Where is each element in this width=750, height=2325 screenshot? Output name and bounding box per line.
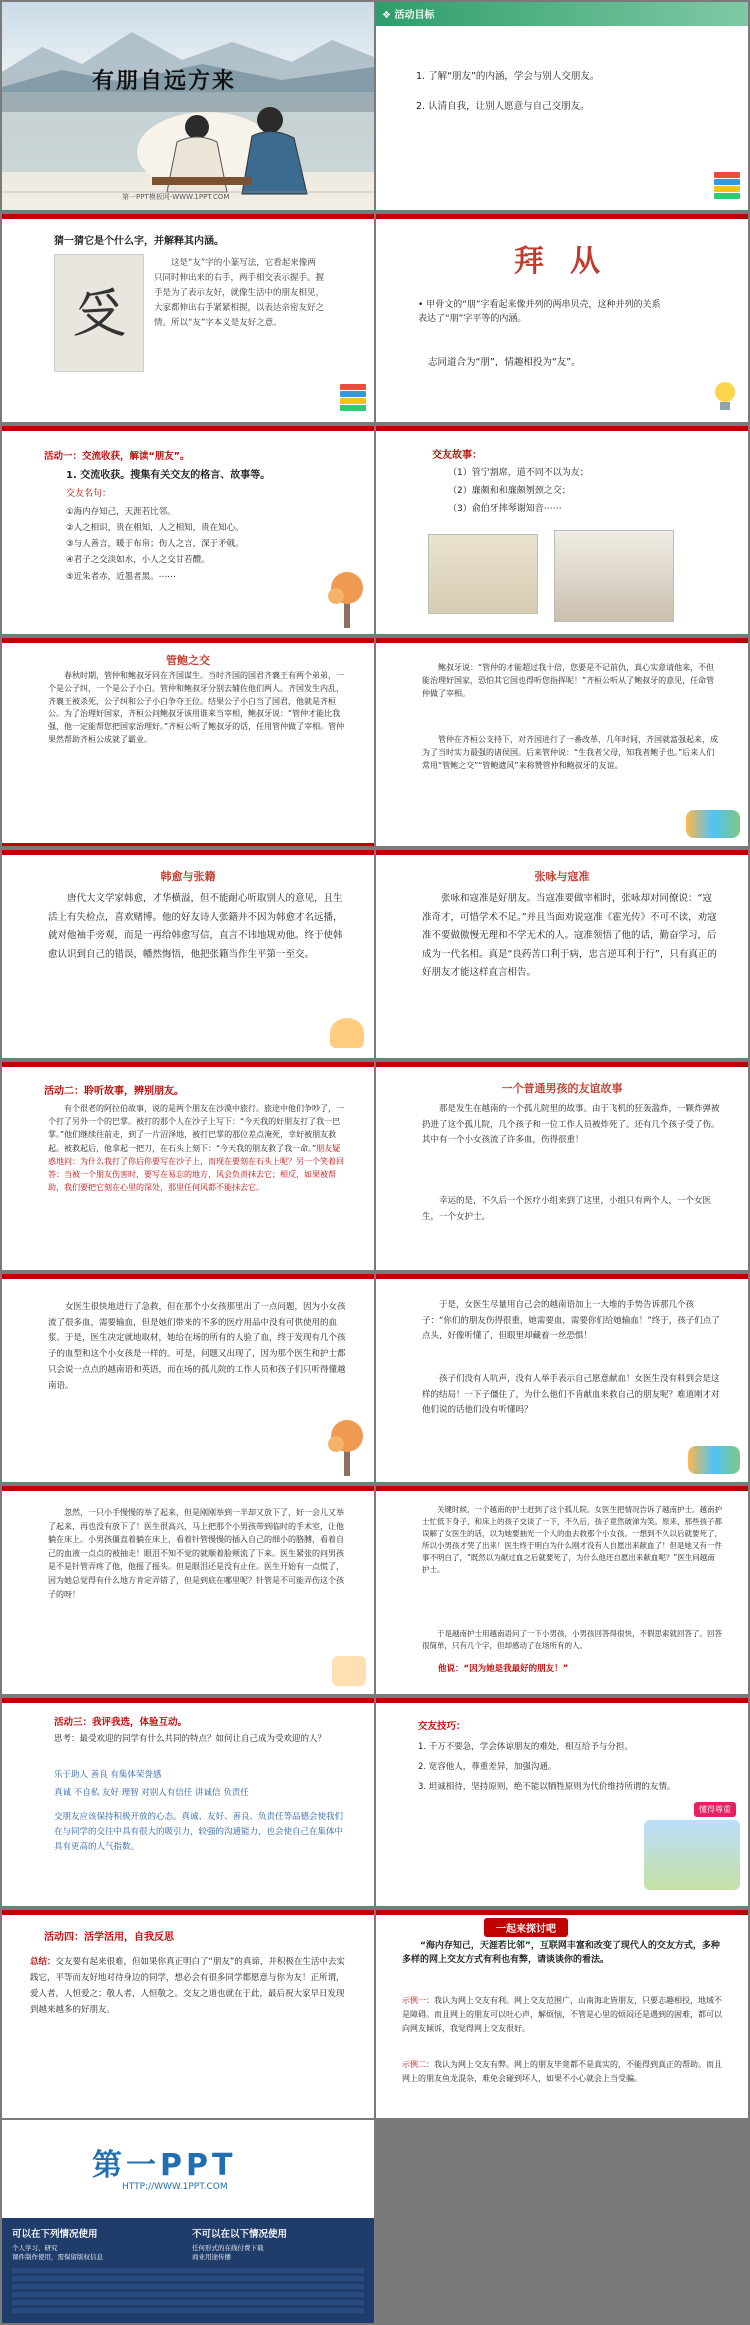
story-painting-2 xyxy=(554,530,674,622)
slide-activity-4 xyxy=(2,1910,374,2118)
slide-goals xyxy=(376,2,748,210)
slide-license xyxy=(2,2120,374,2323)
guan-bao-body: 春秋时期，管仲和鲍叔牙同在齐国谋生。当时齐国的国君齐襄王有两个弟弟，一个是公子纠，一个是公子小白。管仲和鲍叔牙分别去辅佐他们两人。齐国发生内乱，齐襄王被杀死，公子纠和公子小白争夺王位。结果公子小白当了国君，他就是齐桓公。为了治理好国家，齐桓公问鲍叔牙该用谁来当宰相，鲍叔牙说：“管仲才能比我强，他一定能帮您把国家治理好。”齐桓公听了鲍叔牙的话，任用管仲做了宰相。管仲果然帮助齐桓公成就了霸业。 xyxy=(48,671,345,744)
guess-body: 这是“友”字的小篆写法，它看起来像两只同时伸出来的右手，两手相交表示握手。握手是为了表示友好，就像生活中的朋友相见，大家都伸出右手紧紧相握，以表达亲密友好之情。所以“友”字本义是友好之意。 xyxy=(154,258,325,328)
top-accent-bar xyxy=(376,426,748,431)
slide-vietnam-2 xyxy=(2,1274,374,1482)
vietnam-body-4a: 于是，女医生尽量用自己会的越南语加上一大堆的手势告诉那几个孩子：“你们的朋友伤得很重，她需要血，需要你们给她输血！”终于，孩子们点了点头，好像听懂了，但眼里却藏着一丝恐惧！ xyxy=(422,1300,720,1342)
slide-activity-1 xyxy=(2,426,374,634)
stories-heading: 交友故事： xyxy=(432,450,482,461)
license-col-2-title: 不可以在以下情况使用 xyxy=(192,2229,288,2240)
books-icon xyxy=(340,384,366,414)
quotes-heading: 交友名句： xyxy=(66,489,112,499)
top-accent-bar xyxy=(376,1062,748,1067)
quote-line: ①海内存知己，天涯若比邻。 xyxy=(66,507,176,517)
kids-field-image xyxy=(644,1820,740,1890)
example-1 xyxy=(402,1994,722,2036)
desert-story-moral: 朋友疑惑地问：为什么我打了你后你要写在沙子上，而现在要刻在石头上呢？另一个笑着回答：当被一个朋友伤害时，要写在易忘的地方，风会负责抹去它；相反，如果被帮助，我们要把它刻在心里的深处，那里任何风都不能抹去它。 xyxy=(48,1143,344,1193)
slide-activity-3 xyxy=(2,1698,374,1906)
top-accent-bar xyxy=(376,214,748,219)
top-accent-bar xyxy=(2,1486,374,1491)
slide-guess-char xyxy=(2,214,374,422)
slide-title-footer: 第一PPT模板网-WWW.1PPT.COM xyxy=(122,193,230,201)
tree-icon xyxy=(324,1416,370,1476)
goal-item: 1. 了解“朋友”的内涵，学会与别人交朋友。 xyxy=(416,71,600,82)
books-icon xyxy=(714,172,740,202)
activity-2-body xyxy=(48,1102,348,1194)
activity-3-question: 思考：最受欢迎的同学有什么共同的特点？如何让自己成为受欢迎的人？ xyxy=(54,1734,327,1744)
top-accent-bar xyxy=(2,1698,374,1703)
activity-3-note: 交朋友应该保持积极开放的心态。真诚、友好、善良、负责任等品德会使我们在与同学的交往中具有很大的吸引力，较强的沟通能力，也会使自己在集体中具有更高的人气指数。 xyxy=(54,1812,344,1852)
slide-activity-2 xyxy=(2,1062,374,1270)
vietnam-body-6b: 于是越南护士用越南语问了一下小男孩，小男孩回答得很快，不假思索就回答了。回答很简单，只有几个字，但却感动了在场所有的人。 xyxy=(422,1629,722,1650)
discuss-quote: “海内存知己，天涯若比邻”，互联网丰富和改变了现代人的交友方式，多种多样的网上交友方式有利也有弊，请谈谈你的看法。 xyxy=(402,1941,720,1965)
slide-stories xyxy=(376,426,748,634)
example-2 xyxy=(402,2058,722,2086)
top-accent-bar xyxy=(376,1486,748,1491)
top-accent-bar xyxy=(2,850,374,855)
logo-url: HTTP://WWW.1PPT.COM xyxy=(122,2182,228,2192)
tip-item: 1. 千万不要急，学会体谅朋友的难处，相互给予与分担。 xyxy=(418,1742,633,1752)
guan-bao-body-2a: 鲍叔牙说：“管仲的才能超过我十倍，您要是不记前仇，真心实意请他来，不但能治理好国家，恐怕其它国也得听您指挥呢！”齐桓公听从了鲍叔牙的意见，任命管仲做了宰相。 xyxy=(422,663,715,698)
vietnam-body-4b: 孩子们没有人吭声，没有人举手表示自己愿意献血！女医生没有料到会是这样的结局！一下子僵住了，为什么他们不肯献血来救自己的朋友呢？难道刚才对他们说的话他们没有听懂吗？ xyxy=(422,1374,720,1416)
story-item: （1）管宁割席，道不同不以为友； xyxy=(448,468,589,478)
peng-conclusion: 志同道合为“朋”，情趣相投为“友”。 xyxy=(428,357,581,368)
top-accent-bar xyxy=(2,1062,374,1067)
license-line: 任何形式的在线付费下载 xyxy=(192,2244,264,2252)
desert-story: 有个很老的阿拉伯故事，说的是两个朋友在沙漠中旅行。旅途中他们争吵了，一个打了另外一个的巴掌。被打的那个人在沙子上写下：“今天我的好朋友打了我一巴掌。”他们继续往前走，到了一片沼泽地，被打巴掌的那位差点淹死，幸好被朋友救起。被救起后，他拿起一把刀，在石头上刻下：“今天我的朋友救了我一命。” xyxy=(48,1104,344,1153)
lightbulb-icon xyxy=(712,380,738,414)
logo-text: 第一PPT xyxy=(92,2148,237,2183)
slide-vietnam-4 xyxy=(2,1486,374,1694)
story-item: （2）廉颇和和廉颇刎颈之交； xyxy=(448,486,571,496)
example-1-label: 示例一： xyxy=(402,1996,434,2005)
vietnam-body-1: 那是发生在越南的一个孤儿院里的故事。由于飞机的狂轰滥炸，一颗炸弹被扔进了这个孤儿院，几个孩子和一位工作人员被炸死了。还有几个孩子受了伤。其中有一个小女孩流了许多血，伤得很重！ xyxy=(422,1104,720,1146)
activity-3-title: 活动三：我评我选，体验互动。 xyxy=(54,1717,188,1728)
quote-line: ⑤近朱者赤，近墨者黑。⋯⋯ xyxy=(66,571,176,582)
vietnam-body-6: 关键时候，一个越南的护士赶到了这个孤儿院。女医生把情况告诉了越南护士。越南护士忙低下身子，和床上的孩子交谈了一下，不久后，孩子竟然破涕为笑。原来，那些孩子都误解了女医生的话，以为她要抽光一个人的血去救那个小女孩。一想到不久以后就要死了，所以小男孩才哭了出来！医生终于明白为什么刚才没有人自愿出来献血了！但是她又有一件事不明白了，“既然以为献过血之后就要死了，为什么他还自愿出来献血呢？”医生问越南护士。 xyxy=(422,1505,722,1574)
landscape-illustration xyxy=(2,2,374,210)
tree-icon xyxy=(324,568,370,628)
slide-vietnam-5 xyxy=(376,1486,748,1694)
guan-bao-body-2b: 管仲在齐桓公支持下，对齐国进行了一番改革，几年时间，齐国就富强起来，成为了当时实力最强的诸侯国。后来管仲说：“生我者父母，知我者鲍子也。”后来人们常用“管鲍之交”“管鲍遗风”来称赞管仲和鲍叔牙的友谊。 xyxy=(422,735,718,770)
activity-2-title: 活动二：聆听故事，辨别朋友。 xyxy=(44,1086,184,1097)
summary-block xyxy=(30,1954,350,2019)
traits-line-2: 真诚 不自私 友好 理智 对别人有信任 讲诚信 负责任 xyxy=(54,1788,249,1798)
quote-line: ②人之相识，贵在相知，人之相知，贵在知心。 xyxy=(66,523,244,534)
slide-zhang-yong xyxy=(376,850,748,1058)
top-accent-bar xyxy=(2,1910,374,1915)
traits-line-1: 乐于助人 善良 有集体荣誉感 xyxy=(54,1770,162,1780)
goals-tag xyxy=(382,6,434,21)
slide-vietnam-story xyxy=(376,1062,748,1270)
quotes-list xyxy=(66,504,244,585)
zhang-yong-body: 张咏和寇准是好朋友。当寇准要做宰相时，张咏却对同僚说：“寇准奇才，可惜学术不足。”并且当面劝说寇准《霍光传》不可不读，劝寇准不要做傲慢无理和不学无术的人。寇准领悟了他的话，勤奋学习，后成为一代名相。真是“良药苦口利于病，忠言逆耳利于行”，只有真正的好朋友才能这样直言相告。 xyxy=(422,893,717,979)
activity-1-task: 1. 交流收获。搜集有关交友的格言、故事等。 xyxy=(66,470,271,481)
slide-tips xyxy=(376,1698,748,1906)
goals-tag-label: 活动目标 xyxy=(394,10,435,21)
story-painting-1 xyxy=(428,534,538,614)
peng-bullet-text: 甲骨文的“朋”字看起来像并列的两串贝壳，这种并列的关系表达了“朋”字平等的内涵。 xyxy=(418,300,661,325)
peng-bullet xyxy=(418,298,668,327)
slide-peng xyxy=(376,214,748,422)
vietnam-title: 一个普通男孩的友谊故事 xyxy=(501,1082,623,1095)
top-accent-bar xyxy=(376,1274,748,1279)
han-yu-body: 唐代大文学家韩愈，才华横溢，但不能耐心听取别人的意见，且生活上有失检点，喜欢赌博。他的好友诗人张籍并不因为韩愈才名远播，就对他袖手旁观，而是一再给韩愈写信，直言不讳地规劝他。终于使韩愈认识到自己的错误，幡然悔悟，他把张籍当作生平第一至交。 xyxy=(48,893,343,960)
tips-heading: 交友技巧： xyxy=(418,1721,466,1732)
vietnam-punchline: 他说：“因为她是我最好的朋友！” xyxy=(438,1664,569,1674)
slide-title xyxy=(2,2,374,210)
zhang-yong-title: 张咏与寇准 xyxy=(534,870,590,883)
slide-title-text: 有朋自远方来 xyxy=(92,69,237,94)
children-icon xyxy=(686,810,740,838)
tip-item: 3. 坦诚相待，坚持原则，绝不能以牺牲原则为代价维持所谓的友情。 xyxy=(418,1782,676,1792)
top-accent-bar xyxy=(2,426,374,431)
example-1-text: 我认为网上交友有利。网上交友范围广，山南海北皆朋友，只要志趣相投，地域不是障碍。而且网上的朋友可以吐心声，解烦恼，不管是心里的烦闷还是遇到的困难，都可以向网友倾诉，我觉得网上交友很好。 xyxy=(402,1996,722,2033)
vietnam-body-5: 忽然，一只小手慢慢的举了起来，但是刚刚举到一半却又放下了，好一会儿又举了起来，再也没有放下了！医生很高兴，马上把那个小男孩带到临时的手术室，让他躺在床上。小男孩僵直着躺在床上，看着针管慢慢的插入自己的细小的胳膊，看着自己的血液一点点的被抽走！眼泪不知不觉的就顺着脸颊流了下来。医生紧张的问男孩是不是针管弄疼了他，他摇了摇头。但是眼泪还是没有止住。医生开始有一点慌了，因为她总觉得有什么地方肯定弄错了，但是到底在哪里呢？针管是不可能弄伤这个孩子的呀！ xyxy=(48,1508,344,1599)
vietnam-body-2: 幸运的是，不久后一个医疗小组来到了这里，小组只有两个人，一个女医生，一个女护士。 xyxy=(422,1196,712,1222)
leaf-icon: ❖ xyxy=(382,10,391,21)
license-line: 商业用途传播 xyxy=(192,2253,231,2261)
license-col-1 xyxy=(12,2226,182,2261)
empty-cell xyxy=(376,2120,748,2323)
slide-guan-bao-2 xyxy=(376,638,748,846)
quote-line: ④君子之交淡如水，小人之交甘若醴。 xyxy=(66,555,210,566)
logo-band xyxy=(2,2120,374,2218)
top-accent-bar xyxy=(376,1910,748,1915)
slide-vietnam-3 xyxy=(376,1274,748,1482)
han-yu-title: 韩愈与张籍 xyxy=(160,870,216,883)
top-accent-bar xyxy=(376,1698,748,1703)
seal-glyph: 𠬪 xyxy=(72,281,126,344)
slide-han-yu xyxy=(2,850,374,1058)
writing-kid-icon xyxy=(332,1656,366,1686)
children-icon xyxy=(688,1446,740,1474)
top-accent-bar xyxy=(376,850,748,855)
story-item: （3）俞伯牙摔琴谢知音⋯⋯ xyxy=(448,504,562,514)
bottom-rule xyxy=(2,843,374,846)
discuss-tag: 一起来探讨吧 xyxy=(484,1918,568,1937)
slide-guan-bao xyxy=(2,638,374,846)
stories-list xyxy=(448,464,589,518)
guess-heading: 猜一猜它是个什么字，并解释其内涵。 xyxy=(54,236,224,247)
vietnam-body-3: 女医生很快地进行了急救，但在那个小女孩那里出了一点问题，因为小女孩流了很多血，需要输血，但是她们带来的不多的医疗用品中没有可供使用的血浆。于是，医生决定就地取材，她给在场的所有的人验了血，终于发现有几个孩子的血型和这个小女孩是一样的。可是，问题又出现了，因为那个医生和护士都只会说一点点的越南语和英语，而在场的孤儿院的工作人员和孩子们只听得懂越南语。 xyxy=(48,1302,346,1391)
top-accent-bar xyxy=(2,638,374,643)
reading-kid-icon xyxy=(330,1018,364,1048)
slide-discuss xyxy=(376,1910,748,2118)
guan-bao-title: 管鲍之交 xyxy=(166,654,210,667)
summary-label: 总结： xyxy=(30,1957,56,1967)
bullet-dot-icon: • xyxy=(418,300,424,310)
license-line: 课件制作使用，需保留版权信息 xyxy=(12,2253,103,2261)
goal-item: 2. 认清自我，让别人愿意与自己交朋友。 xyxy=(416,101,590,112)
license-col-1-title: 可以在下列情况使用 xyxy=(12,2229,98,2240)
license-col-2 xyxy=(192,2226,364,2261)
top-accent-bar xyxy=(2,214,374,219)
activity-4-title: 活动四：活学活用，自我反思 xyxy=(44,1932,174,1943)
seal-image xyxy=(54,254,144,372)
summary-body: 交友要有起来很难，但如果你真正明白了“朋友”的真谛，并积极在生活中去实践它，平等而友好地对待身边的同学，想必会有很多同学都愿意与你为友！正所谓，爱人者，人恒爱之；敬人者，人恒敬之。交友之道也就在于此，最后祝大家早日发现到越来越多的好朋友。 xyxy=(30,1957,345,2016)
link-list-placeholder xyxy=(12,2268,364,2316)
license-line: 个人学习、研究 xyxy=(12,2244,58,2252)
oracle-glyph-1: 拜 xyxy=(514,244,544,279)
respect-badge: 懂得尊重 xyxy=(694,1802,736,1817)
top-accent-bar xyxy=(376,638,748,643)
top-accent-bar xyxy=(2,1274,374,1279)
example-2-label: 示例二： xyxy=(402,2060,434,2069)
oracle-glyph-2: 从 xyxy=(570,244,600,279)
activity-1-title: 活动一：交流收获，解读“朋友”。 xyxy=(44,451,190,462)
quote-line: ③与人善言，暖于布帛；伤人之言，深于矛戟。 xyxy=(66,539,244,550)
example-2-text: 我认为网上交友有弊。网上的朋友毕竟都不是真实的，不能得到真正的帮助。而且网上的朋友鱼龙混杂，难免会碰到坏人，如果不小心就会上当受骗。 xyxy=(402,2060,722,2083)
tip-item: 2. 宽容他人，尊重差异，加强沟通。 xyxy=(418,1762,557,1772)
